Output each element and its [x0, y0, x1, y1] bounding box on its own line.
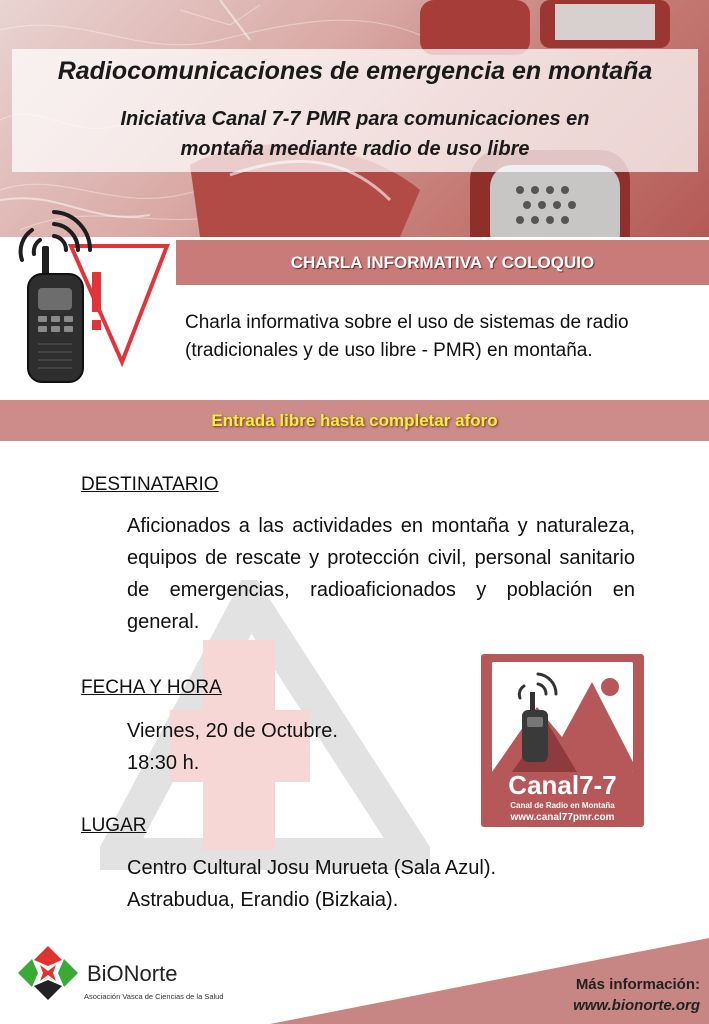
lugar-heading: LUGAR [81, 815, 147, 836]
charla-line-1: Charla informativa sobre el uso de sistemas de radio [185, 312, 629, 333]
subtitle-line-2: montaña mediante radio de uso libre [180, 138, 530, 160]
destinatario-heading: DESTINATARIO [81, 474, 219, 495]
more-info-link[interactable]: www.bionorte.org [573, 997, 700, 1014]
lugar-line-1: Centro Cultural Josu Murueta (Sala Azul). [127, 857, 497, 879]
fecha-heading: FECHA Y HORA [81, 677, 222, 698]
bionorte-tagline: Asociación Vasca de Ciencias de la Salud [84, 992, 224, 1001]
canal77-url: www.canal77pmr.com [510, 812, 615, 823]
canal77-tagline: Canal de Radio en Montaña [510, 801, 615, 810]
fecha-day: Viernes, 20 de Octubre. [127, 720, 338, 742]
charla-line-2: (tradicionales y de uso libre - PMR) en montaña. [185, 340, 593, 361]
charla-heading: CHARLA INFORMATIVA Y COLOQUIO [290, 253, 595, 272]
bionorte-name: BiONorte [87, 961, 178, 986]
more-info-label: Más información: [575, 976, 700, 993]
destinatario-text: Aficionados a las actividades en montaña y naturaleza, equipos de rescate y protección civil, personal sanitario de emergencias, radioaficionados y población en general. [127, 515, 635, 633]
fecha-time: 18:30 h. [127, 752, 200, 774]
canal77-name: Canal7-7 [508, 770, 617, 800]
page-title: Radiocomunicaciones de emergencia en montaña [57, 57, 653, 85]
subtitle-line-1: Iniciativa Canal 7-7 PMR para comunicaciones en [120, 108, 590, 130]
entrada-text: Entrada libre hasta completar aforo [211, 411, 498, 430]
bionorte-logo-icon [16, 944, 80, 1002]
lugar-line-2: Astrabudua, Erandio (Bizkaia). [127, 889, 399, 911]
